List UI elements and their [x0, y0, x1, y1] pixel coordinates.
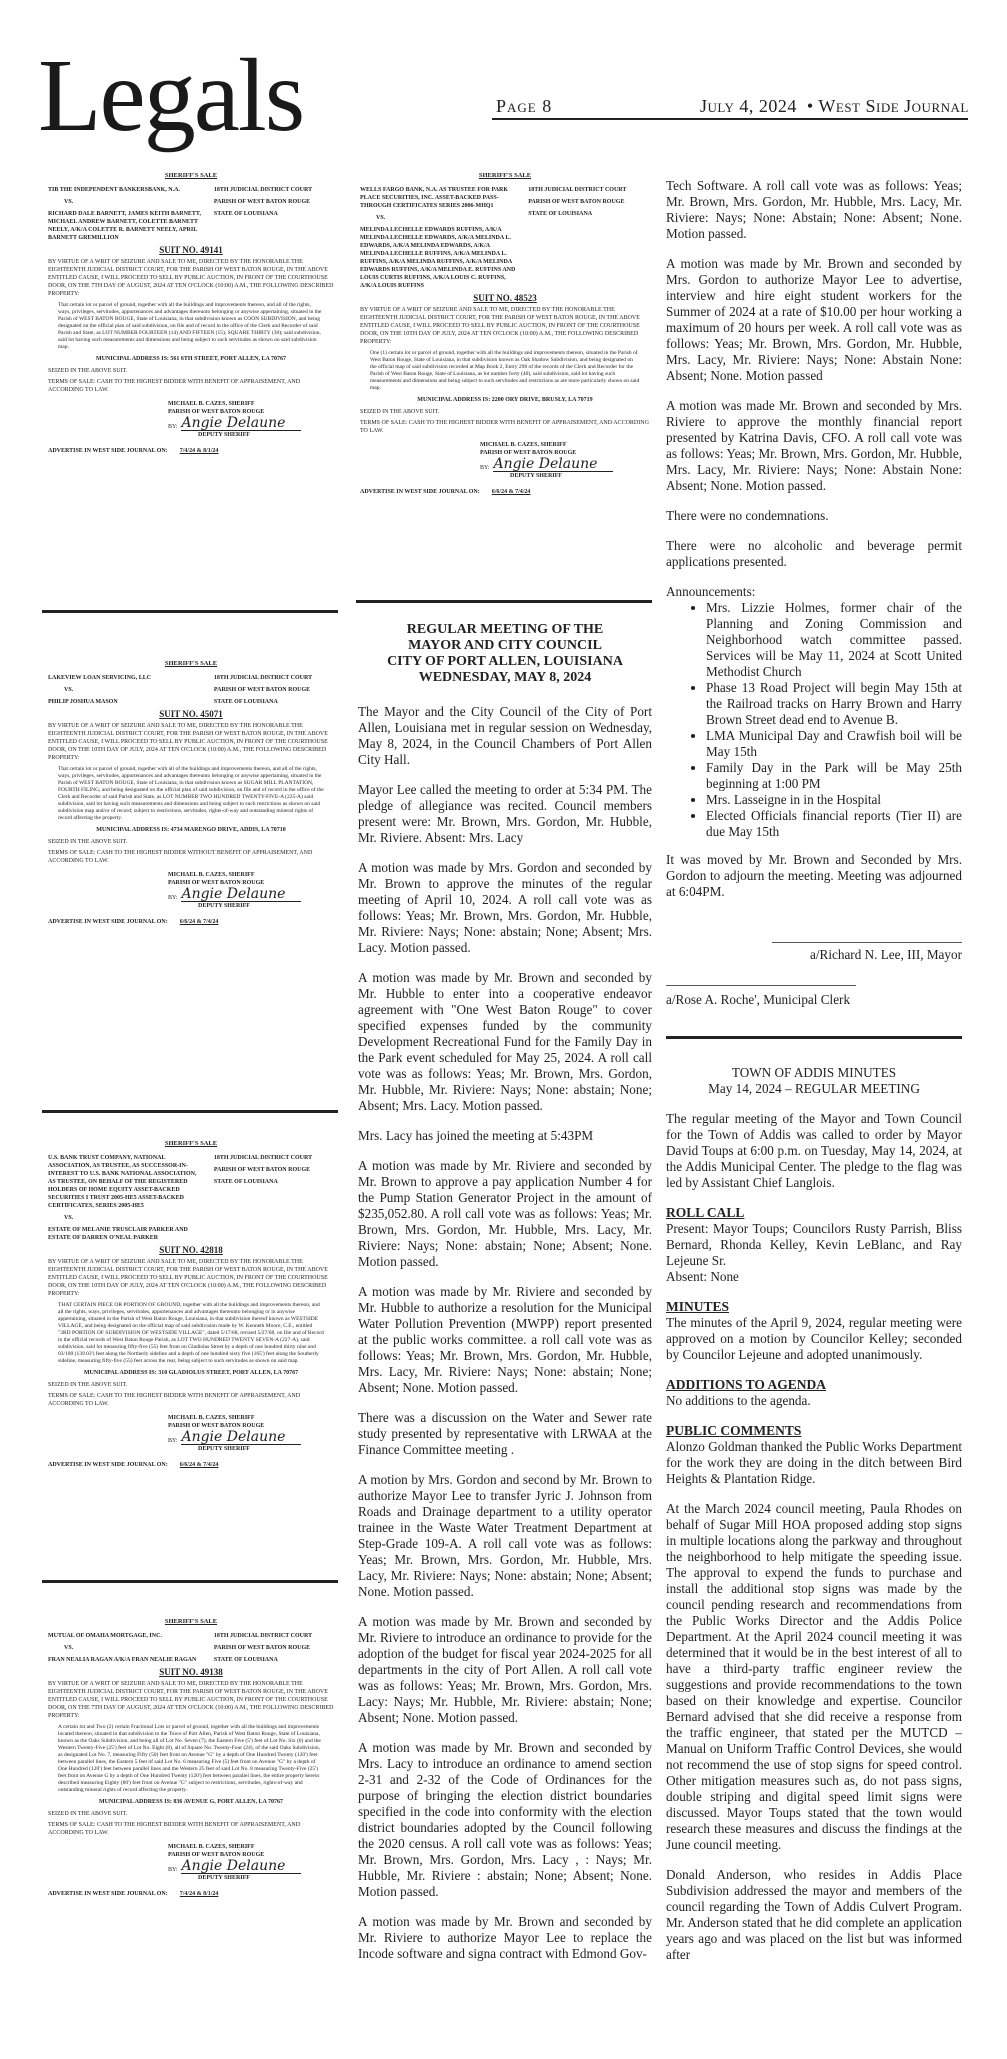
- public-comments-heading: PUBLIC COMMENTS: [666, 1423, 802, 1438]
- writ-text: BY VIRTUE OF A WRIT OF SEIZURE AND SALE TO ME, DIRECTED BY THE HONORABLE THE EIGHTEENTH JUDICIAL DISTRICT COURT, FOR THE PARISH OF WEST BATON ROUGE, IN THE ABOVE ENTITLED CAUSE, I WILL PROCEED TO SELL BY PUBLIC AUCTION, IN FRONT OF THE COURTHOUSE DOOR, ON THE 10TH DAY OF JULY, 2024 AT TEN O'CLOCK (10:00) A.M., THE FOLLOWING DESCRIBED PROPERTY:: [48, 1259, 328, 1297]
- state-name: STATE OF LOUISIANA: [213, 699, 278, 705]
- notice-header: SHERIFF'S SALE: [164, 1140, 218, 1147]
- announcement-item: • Elected Officials financial reports (Tier II) are due May 15th: [706, 808, 962, 840]
- notice-parties: [48, 186, 334, 242]
- by-label: BY:: [168, 1867, 178, 1873]
- issue-date: July 4, 2024: [700, 96, 797, 116]
- notice-header: SHERIFF'S SALE: [164, 172, 218, 179]
- court-name: 18TH JUDICIAL DISTRICT COURT: [213, 675, 313, 681]
- municipal-address: MUNICIPAL ADDRESS IS: 561 6TH STREET, PORT ALLEN, LA 70767: [96, 356, 286, 362]
- terms-of-sale: TERMS OF SALE: CASH TO THE HIGHEST BIDDER WITH BENEFIT OF APPRAISEMENT, AND ACCORDING TO LAW.: [48, 1393, 301, 1407]
- defendant: FRAN NEALIA RAGAN A/K/A FRAN NEALIE RAGAN: [48, 1657, 197, 1663]
- plaintiff: U.S. BANK TRUST COMPANY, NATIONAL ASSOCIATION, AS TRUSTEE, AS SUCCESSOR-IN-INTEREST TO U.S. BANK NATIONAL ASSOCIATION, AS TRUSTEE, ON BEHALF OF THE REGISTERED HOLDERS OF HOME EQUITY ASSET-BACKED SECURITIES I TRUST 2005-HE5 ASSET-BACKED CERTIFICATES, SERIES 2005-HE5: [48, 1155, 197, 1209]
- property-description: That certain lot or parcel of ground, together with all of the buildings and improvements thereon, and all of the rights, ways, privileges, servitudes, appurtenances and advantages thereunto belonging or anywise appertaining, situated in the Parish of WEST BATON ROUGE, State of Louisiana, in that subdivision known as SUGAR MILL PLANTATION, FOURTH FILING, and being designated on the official plan of said subdivision, on file and of record in the office of the Clerk and Recorder of said Parish and State, as LOT NUMBER TWO HUNDRED TWENTY-FIVE-A (225-A) said subdivision, said lot having such measurements and dimensions and being subject to such restrictions as shown on said subdivision map and/or of record; subject to restrictions, servitudes, rights-of-way and outstanding mineral rights of record affecting the property.: [58, 766, 324, 821]
- deputy-label: DEPUTY SHERIFF: [198, 1875, 250, 1881]
- public-comments-text: Alonzo Goldman thanked the Public Works Department for the work they are doing in the ditch between Bird Heights & Plantation Ridge.: [666, 1439, 962, 1486]
- municipal-address: MUNICIPAL ADDRESS IS: 836 AVENUE G, PORT ALLEN, LA 70767: [99, 1799, 283, 1805]
- vs-label: VS.: [64, 687, 74, 693]
- clerk-signature-block: [666, 985, 962, 1008]
- advertise-dates: 7/4/24 & 8/1/24: [179, 448, 219, 454]
- signature-line: [772, 942, 962, 943]
- mayor-signature: a/Richard N. Lee, III, Mayor: [810, 947, 962, 962]
- minutes-paragraph: A motion by Mrs. Gordon and second by Mr. Brown to authorize Mayor Lee to transfer Jyric J. Johnson from Roads and Drainage department to a utility operator trainee in the Waste Water Treatment Department at Step-Grade 109-A. A roll call vote was as follows: Yeas; Mr. Brown, Mrs. Gordon, Mr. Hubble, Mrs. Lacy, Mr. Riviere: Nays; None: abstain; None; Absent; None. Motion passed.: [358, 1472, 652, 1599]
- sheriff-parish: PARISH OF WEST BATON ROUGE: [168, 1852, 265, 1858]
- sheriff-sale-notice: [48, 660, 334, 926]
- writ-text: BY VIRTUE OF A WRIT OF SEIZURE AND SALE TO ME, DIRECTED BY THE HONORABLE THE EIGHTEENTH JUDICIAL DISTRICT COURT, FOR THE PARISH OF WEST BATON ROUGE, IN THE ABOVE ENTITLED CAUSE, I WILL PROCEED TO SELL BY PUBLIC AUCTION, IN FRONT OF THE COURTHOUSE DOOR, ON THE 7TH DAY OF AUGUST, 2024 AT TEN O'CLOCK (10:00) A.M., THE FOLLOWING DESCRIBED PROPERTY:: [48, 259, 334, 297]
- absent-text: Absent: None: [666, 1269, 739, 1284]
- court-name: 18TH JUDICIAL DISTRICT COURT: [213, 187, 313, 193]
- minutes-paragraph: Mrs. Lacy has joined the meeting at 5:43PM: [358, 1128, 594, 1143]
- advertise-line: [48, 1890, 334, 1898]
- municipal-address: MUNICIPAL ADDRESS IS: 4734 MARENGO DRIVE, ADDIS, LA 70710: [96, 827, 286, 833]
- state-name: STATE OF LOUISIANA: [213, 211, 278, 217]
- sheriff-name: MICHAEL B. CAZES, SHERIFF: [168, 872, 255, 878]
- sheriff-parish: PARISH OF WEST BATON ROUGE: [480, 450, 577, 456]
- property-description: THAT CERTAIN PIECE OR PORTION OF GROUND, together with all the buildings and improvements thereon, and all the rights, ways, privileges, servitudes, appurtenances and advantages thereunto belonging or in anywise appertaining, situated in the Parish of West Baton Rouge, Louisiana, in that subdivision thereof known as WESTSIDE VILLAGE, and being designated on the official map of said subdivision made by W. Kenneth Moore, C.E., entitled "3RD PORTION OF SUBDIVISION OF WESTSIDE VILLAGE", dated 5/17/68, revised 5/27/68, on file and of Record in the official records of West Baton Rouge Parish, as LOT TWO HUNDRED TWENTY SEVEN-A (227-A), said subdivision, said lot measuring fifty-five (55) feet front on Gladiolas Street by a depth of one hundred thirty nine and 03/100 (139.03') feet along the Northerly sideline and a depth of one hundred sixty five (165') feet along the Southerly sideline, measuring fifty-five (55) feet across the rear, being subject to such servitudes as shown on said map.: [58, 1302, 324, 1364]
- handwritten-signature: Angie Delaune: [181, 887, 301, 902]
- mayor-signature-block: [666, 942, 962, 963]
- municipal-address: MUNICIPAL ADDRESS IS: 2200 ORY DRIVE, BRUSLY, LA 70719: [417, 397, 593, 403]
- notice-parties: [48, 1154, 334, 1242]
- port-allen-minutes-continued: [666, 178, 962, 1977]
- masthead-title: Legals: [38, 38, 304, 153]
- heading-line: REGULAR MEETING OF THE: [406, 622, 604, 637]
- deputy-label: DEPUTY SHERIFF: [510, 473, 562, 479]
- minutes-heading: MINUTES: [666, 1299, 730, 1314]
- minutes-paragraph: A motion was made by Mr. Brown and seconded by Mr. Riviere to introduce an ordinance to provide for the adoption of the budget for fiscal year 2024-2025 for all departments in the city of Port Allen. A roll call vote was as follows: Yeas; Mr. Brown, Mrs. Gordon, Mrs. Lacy: Nays; Mr. Hubble, Mr. Riviere: abstain; None; Absent; None. Motion passed.: [358, 1614, 652, 1725]
- by-label: BY:: [168, 1438, 178, 1444]
- parties-right: [214, 186, 334, 242]
- advertise-label: ADVERTISE IN WEST SIDE JOURNAL ON:: [48, 448, 168, 454]
- advertise-line: [48, 447, 334, 455]
- suit-number: SUIT NO. 48523: [473, 293, 537, 303]
- advertise-dates: 6/6/24 & 7/4/24: [179, 919, 219, 925]
- deputy-label: DEPUTY SHERIFF: [198, 432, 250, 438]
- advertise-label: ADVERTISE IN WEST SIDE JOURNAL ON:: [360, 489, 480, 495]
- parties-left: [48, 1632, 205, 1664]
- roll-call-text: Present: Mayor Toups; Councilors Rusty Parrish, Bliss Bernard, Rhonda Kelley, Kevin LeBlanc, and Ray Lejeune Sr.: [666, 1221, 962, 1268]
- agenda-heading: ADDITIONS TO AGENDA: [666, 1377, 827, 1392]
- deputy-label: DEPUTY SHERIFF: [198, 1446, 250, 1452]
- vs-label: VS.: [376, 215, 386, 221]
- roll-call-heading: ROLL CALL: [666, 1205, 745, 1220]
- announcement-item: • Mrs. Lasseigne in in the Hospital: [706, 792, 962, 808]
- heading-line: MAYOR AND CITY COUNCIL: [408, 638, 602, 653]
- suit-number: SUIT NO. 49141: [159, 245, 223, 255]
- signature-line: [666, 985, 856, 986]
- vs-label: VS.: [64, 199, 74, 205]
- page-number: Page 8: [496, 96, 553, 116]
- minutes-paragraph: Tech Software. A roll call vote was as follows: Yeas; Mr. Brown, Mrs. Gordon, Mr. Hubble, Mrs. Lacy, Mr. Riviere: Nays; None: Abstain; None: Absent; None. Motion passed.: [666, 178, 962, 241]
- masthead-rule: [492, 118, 968, 120]
- property-description: One (1) certain lot or parcel of ground, together with all the buildings and improvements thereon, situated in the Parish of West Baton Rouge, State of Louisiana, in that subdivision known as Oak Shadow Subdivision, and being designated on the official map of said subdivision recorded at Map Book 2, Entry 298 of the records of the Clerk and Recorder for the Parish of West Baton Rouge, State of Louisiana, as lot number forty (40), said subdivision, said lot having such measurements and dimensions and being subject to such servitudes and restrictions as are more particularly shown on said map.: [370, 350, 640, 391]
- suit-number: SUIT NO. 49138: [159, 1667, 223, 1677]
- suit-number: SUIT NO. 42818: [159, 1245, 223, 1255]
- by-label: BY:: [480, 465, 490, 471]
- notice-header: SHERIFF'S SALE: [478, 172, 532, 179]
- minutes-paragraph: There were no condemnations.: [666, 508, 829, 523]
- handwritten-signature: Angie Delaune: [181, 416, 301, 431]
- paper-name: • West Side Journal: [806, 96, 969, 116]
- defendant: PHILIP JOSHUA MASON: [48, 699, 118, 705]
- parties-left: [360, 186, 520, 290]
- advertise-line: [48, 918, 334, 926]
- state-name: STATE OF LOUISIANA: [213, 1657, 278, 1663]
- notice-parties: [48, 1632, 334, 1664]
- minutes-paragraph: There was a discussion on the Water and Sewer rate study presented by representative with LRWAA at the Finance Committee meeting .: [358, 1410, 652, 1457]
- announcements-list: [666, 600, 962, 840]
- parish-name: PARISH OF WEST BATON ROUGE: [213, 199, 311, 205]
- handwritten-signature: Angie Delaune: [181, 1430, 301, 1445]
- plaintiff: WELLS FARGO BANK, N.A. AS TRUSTEE FOR PARK PLACE SECURITIES, INC. ASSET-BACKED PASS-THROUGH CERTIFICATES SERIES 2006-MHQ1: [360, 187, 509, 209]
- minutes-paragraph: The Mayor and the City Council of the City of Port Allen, Louisiana met in regular session on Wednesday, May 8, 2024, in the Council Chambers of Port Allen City Hall.: [358, 704, 652, 767]
- court-name: 18TH JUDICIAL DISTRICT COURT: [213, 1155, 313, 1161]
- seized-text: SEIZED IN THE ABOVE SUIT.: [48, 1382, 128, 1388]
- minutes-paragraph: A motion was made by Mr. Brown and seconded by Mr. Hubble to enter into a cooperative endeavor agreement with "One West Baton Rouge" to cover specified expenses funded by the community Development Recreational Fund for the Family Day in the Park event scheduled for May 25, 2024. A roll call vote was as follows: Yeas; Mr. Brown, Mrs. Gordon, Mr. Hubble, Mr. Riviere: Nays; None: abstain; None; Absent; Mrs. Lacy. Motion passed.: [358, 970, 652, 1113]
- heading-line: TOWN OF ADDIS MINUTES: [731, 1065, 897, 1080]
- parties-left: [48, 1154, 205, 1242]
- notice-parties: [48, 674, 334, 706]
- addis-heading: [666, 1065, 962, 1097]
- parish-name: PARISH OF WEST BATON ROUGE: [213, 1645, 311, 1651]
- sheriff-sale-notice: [360, 172, 650, 496]
- signature-line: [168, 887, 334, 902]
- signature-line: [168, 1430, 334, 1445]
- parish-name: PARISH OF WEST BATON ROUGE: [528, 199, 625, 205]
- advertise-label: ADVERTISE IN WEST SIDE JOURNAL ON:: [48, 1891, 168, 1897]
- agenda-text: No additions to the agenda.: [666, 1393, 811, 1408]
- property-description: That certain lot or parcel of ground, together with all the buildings and improvements thereon, and all of the rights, ways, privileges, servitudes, appurtenances and advantages thereunto belonging or anywise appertaining, situated in the Parish of WEST BATON ROUGE, State of Louisiana, in that subdivision known as COON SUBDIVISION, and being designated on the official plan of said subdivision, on file and of record in the office of the Clerk and Recorder of said Parish and State, as LOT NUMBER FOURTEEN (14) AND FIFTEEN (15), SQUARE THIRTY (30); said subdivision, said lot having such measurements and dimensions and being subject to such servitudes as shown on said subdivision map.: [58, 302, 322, 350]
- state-name: STATE OF LOUISIANA: [528, 211, 593, 217]
- writ-text: BY VIRTUE OF A WRIT OF SEIZURE AND SALE TO ME, DIRECTED BY THE HONORABLE THE EIGHTEENTH JUDICIAL DISTRICT COURT, FOR THE PARISH OF WEST BATON ROUGE, IN THE ABOVE ENTITLED CAUSE, I WILL PROCEED TO SELL BY PUBLIC AUCTION, IN FRONT OF THE COURTHOUSE DOOR, ON THE 7TH DAY OF AUGUST, 2024 AT TEN O'CLOCK (10:00) A.M., THE FOLLOWING DESCRIBED PROPERTY:: [48, 1681, 334, 1719]
- announcement-item: • Mrs. Lizzie Holmes, former chair of the Planning and Zoning Commission and Neighborhood watch committee passed. Services will be May 11, 2024 at Scott United Methodist Church: [706, 600, 962, 680]
- deputy-label: DEPUTY SHERIFF: [198, 903, 250, 909]
- section-divider: [42, 610, 338, 613]
- minutes-paragraph: There were no alcoholic and beverage permit applications presented.: [666, 538, 962, 569]
- writ-text: BY VIRTUE OF A WRIT OF SEIZURE AND SALE TO ME, DIRECTED BY THE HONORABLE THE EIGHTEENTH JUDICIAL DISTRICT COURT, FOR THE PARISH OF WEST BATON ROUGE, IN THE ABOVE ENTITLED CAUSE, I WILL PROCEED TO SELL BY PUBLIC AUCTION, IN FRONT OF THE COURTHOUSE DOOR, ON THE 10TH DAY OF JULY, 2024 AT TEN O'CLOCK (10:00) A.M., THE FOLLOWING DESCRIBED PROPERTY:: [360, 307, 640, 345]
- meeting-heading: [358, 622, 652, 686]
- sheriff-parish: PARISH OF WEST BATON ROUGE: [168, 1423, 265, 1429]
- sheriff-sale-notice: [48, 172, 334, 455]
- terms-of-sale: TERMS OF SALE: CASH TO THE HIGHEST BIDDER WITH BENEFIT OF APPRAISEMENT, AND ACCORDING TO LAW.: [48, 379, 301, 393]
- addis-intro: The regular meeting of the Mayor and Town Council for the Town of Addis was called to order by Mayor David Toups at 6:00 p.m. on Tuesday, May 14, 2024, at the Addis Municipal Center. The pledge to the flag was led by Assistant Chief Langlois.: [666, 1111, 962, 1190]
- defendant: MELINDA LECHELLE EDWARDS RUFFINS, A/K/A MELINDA LECHELLE EDWARDS, A/K/A MELINDA L. EDWARDS, A/K/A MELINDA EDWARDS, A/K/A MELINDA LECHELLE RUFFINS, A/K/A MELINDA L. RUFFINS, A/K/A MELINDA RUFFINS, A/K/A MELINDA EDWARDS RUFFINS, A/K/A MELINDA E. RUFFINS AND LOUIS CURTIS RUFFINS, A/K/A LOUIS C. RUFFINS, A/K/A LOUIS RUFFINS: [360, 227, 516, 289]
- announcement-item: • Family Day in the Park will be May 25th beginning at 1:00 PM: [706, 760, 962, 792]
- suit-number: SUIT NO. 45071: [159, 709, 223, 719]
- parties-right: [214, 1632, 334, 1664]
- vs-label: VS.: [64, 1645, 74, 1651]
- advertise-dates: 6/6/24 & 7/4/24: [491, 489, 531, 495]
- minutes-paragraph: A motion was made by Mr. Riviere and seconded by Mr. Hubble to authorize a resolution for the Municipal Water Pollution Prevention (MWPP) report presented at the public works committee. a roll call vote was as follows: Yeas; Mr. Brown, Mrs. Gordon, Mr. Hubble, Mrs. Lacy, Mr. Riviere: Nays; None: abstain; None; Absent; None. Motion passed.: [358, 1284, 652, 1395]
- seized-text: SEIZED IN THE ABOVE SUIT.: [48, 368, 128, 374]
- adjourn-paragraph: It was moved by Mr. Brown and Seconded by Mrs. Gordon to adjourn the meeting. Meeting was adjourned at 6:04PM.: [666, 852, 962, 899]
- public-comments-text: At the March 2024 council meeting, Paula Rhodes on behalf of Sugar Mill HOA proposed adding stop signs in multiple locations along the parkway and throughout the neighborhood to help mitigate the speeding issue. The approval to expend the funds to purchase and install the additional stop signs was made by the council pending research and recommendations from the Public Works Director and the Addis Police Department. At the April 2024 council meeting it was determined that it would be in the best interest of all to have a third-party traffic engineer review the suggestions and provide recommendations to the town based on their knowledge and expertise. Councilor Bernard advised that she did receive a response from the traffic engineer, that stated per the MUTCD – Manual on Uniform Traffic Control Devices, she would not recommend the use of stop signs for speed control. Other mitigation measures such as, do not pass signs, double striping and digital speed limit signs were discussed. Mayor Toups stated that the town would research these measures and discuss the findings at the June council meeting.: [666, 1501, 962, 1852]
- advertise-label: ADVERTISE IN WEST SIDE JOURNAL ON:: [48, 919, 168, 925]
- signature-line: [480, 457, 650, 472]
- advertise-dates: 7/4/24 & 8/1/24: [179, 1891, 219, 1897]
- minutes-paragraph: A motion was made Mr. Brown and seconded by Mrs. Riviere to approve the monthly financial report presented by Katrina Davis, CFO. A roll call vote was as follows: Yeas; Mr. Brown, Mrs. Gordon, Mr. Hubble, Mrs. Lacy, Mr. Riviere: Nays; None: Abstain None: Absent; None. Motion passed.: [666, 398, 962, 493]
- terms-of-sale: TERMS OF SALE: CASH TO THE HIGHEST BIDDER WITH BENEFIT OF APPRAISEMENT, AND ACCORDING TO LAW.: [360, 420, 649, 434]
- municipal-address: MUNICIPAL ADDRESS IS: 310 GLADIOLUS STREET, PORT ALLEN, LA 70767: [83, 1370, 299, 1376]
- signature-line: [168, 416, 334, 431]
- parties-right: [528, 186, 650, 290]
- court-name: 18TH JUDICIAL DISTRICT COURT: [213, 1633, 313, 1639]
- advertise-line: [360, 488, 650, 496]
- announcement-item: • Phase 13 Road Project will begin May 15th at the Railroad tracks on Harry Brown and Harry Brown Street dead end to Avenue B.: [706, 680, 962, 728]
- signature-line: [168, 1859, 334, 1874]
- sheriff-name: MICHAEL B. CAZES, SHERIFF: [168, 401, 255, 407]
- writ-text: BY VIRTUE OF A WRIT OF SEIZURE AND SALE TO ME, DIRECTED BY THE HONORABLE THE EIGHTEENTH JUDICIAL DISTRICT COURT, FOR THE PARISH OF WEST BATON ROUGE, IN THE ABOVE ENTITLED CAUSE, I WILL PROCEED TO SELL BY PUBLIC AUCTION, IN FRONT OF THE COURTHOUSE DOOR, ON THE 10TH DAY OF JULY, 2024 AT TEN O'CLOCK (10:00) A.M., THE FOLLOWING DESCRIBED PROPERTY:: [48, 723, 328, 761]
- minutes-paragraph: A motion was made by Mr. Brown and seconded by Mr. Riviere to authorize Mayor Lee to replace the Incode software and signa contract with Edmond Gov-: [358, 1914, 652, 1961]
- heading-line: May 14, 2024 – REGULAR MEETING: [708, 1081, 920, 1096]
- plaintiff: MUTUAL OF OMAHA MORTGAGE, INC.: [48, 1633, 162, 1639]
- advertise-label: ADVERTISE IN WEST SIDE JOURNAL ON:: [48, 1462, 168, 1468]
- section-divider: [42, 1580, 338, 1583]
- handwritten-signature: Angie Delaune: [181, 1859, 301, 1874]
- parties-right: [214, 1154, 334, 1242]
- advertise-dates: 6/6/24 & 7/4/24: [179, 1462, 219, 1468]
- state-name: STATE OF LOUISIANA: [213, 1179, 278, 1185]
- minutes-paragraph: A motion was made by Mr. Brown and seconded by Mrs. Lacy to introduce an ordinance to amend section 2-31 and 2-32 of the Code of Ordinances for the purpose of bringing the election district boundaries specified in the code into conformity with the election district boundaries adopted by the Council following the 2020 census. A roll call vote was as follows: Yeas; Mr. Brown, Mrs. Gordon, Mrs. Lacy , : Nays; Mr. Hubble, Mr. Riviere : abstain; None; Absent; None. Motion passed.: [358, 1740, 652, 1899]
- section-divider: [42, 1110, 338, 1113]
- parish-name: PARISH OF WEST BATON ROUGE: [213, 1167, 311, 1173]
- sheriff-name: MICHAEL B. CAZES, SHERIFF: [480, 442, 567, 448]
- parties-left: [48, 186, 205, 242]
- section-divider: [666, 1036, 962, 1039]
- court-name: 18TH JUDICIAL DISTRICT COURT: [528, 187, 627, 193]
- parties-right: [214, 674, 334, 706]
- sheriff-sale-notice: [48, 1618, 334, 1898]
- minutes-paragraph: A motion was made by Mr. Riviere and seconded by Mr. Brown to approve a pay application Number 4 for the Pump Station Generator Project in the amount of $235,052.80. A roll call vote was as follows: Yeas; Mr. Brown, Mrs. Gordon, Mr. Hubble, Mrs. Lacy, Mr. Riviere: Nays; None: abstain; None; Absent; None. Motion passed.: [358, 1158, 652, 1269]
- defendant: ESTATE OF MELANIE TRUSCLAIR PARKER AND ESTATE OF DARREN O'NEAL PARKER: [48, 1227, 188, 1241]
- announcement-item: • LMA Municipal Day and Crawfish boil will be May 15th: [706, 728, 962, 760]
- parish-name: PARISH OF WEST BATON ROUGE: [213, 687, 311, 693]
- heading-line: CITY OF PORT ALLEN, LOUISIANA: [387, 654, 623, 669]
- announcements-label: Announcements:: [666, 584, 756, 599]
- advertise-line: [48, 1461, 334, 1469]
- clerk-signature: a/Rose A. Roche', Municipal Clerk: [666, 992, 851, 1007]
- seized-text: SEIZED IN THE ABOVE SUIT.: [48, 1811, 128, 1817]
- issue-date-line: [700, 96, 969, 117]
- sheriff-name: MICHAEL B. CAZES, SHERIFF: [168, 1415, 255, 1421]
- plaintiff: LAKEVIEW LOAN SERVICING, LLC: [48, 675, 152, 681]
- notice-header: SHERIFF'S SALE: [164, 1618, 218, 1625]
- parties-left: [48, 674, 205, 706]
- notice-parties: [360, 186, 650, 290]
- port-allen-minutes: [358, 622, 652, 1976]
- minutes-paragraph: A motion was made by Mrs. Gordon and seconded by Mr. Brown to approve the minutes of the regular meeting of April 10, 2024. A roll call vote was as follows: Yeas; Mr. Brown, Mrs. Gordon, Mr. Hubble, Mr. Riviere: Nays; None: abstain; None; Absent; Mrs. Lacy. Motion passed.: [358, 860, 652, 955]
- heading-line: WEDNESDAY, MAY 8, 2024: [418, 670, 592, 685]
- sheriff-parish: PARISH OF WEST BATON ROUGE: [168, 880, 265, 886]
- seized-text: SEIZED IN THE ABOVE SUIT.: [48, 839, 128, 845]
- by-label: BY:: [168, 424, 178, 430]
- minutes-text: The minutes of the April 9, 2024, regular meeting were approved on a motion by Councilor Kelley; seconded by Councilor Lejeune and adopted unanimously.: [666, 1315, 962, 1362]
- seized-text: SEIZED IN THE ABOVE SUIT.: [360, 409, 440, 415]
- sheriff-sale-notice: [48, 1140, 334, 1469]
- sheriff-name: MICHAEL B. CAZES, SHERIFF: [168, 1844, 255, 1850]
- defendant: RICHARD DALE BARNETT, JAMES KEITH BARNETT, MICHAEL ANDREW BARNETT, COLETTE BARNETT NEELY, A/K/A COLETTE R. BARNETT NEELY, APRIL BARNETT GREMILLION: [48, 211, 201, 241]
- minutes-paragraph: A motion was made by Mr. Brown and seconded by Mrs. Gordon to authorize Mayor Lee to advertise, interview and hire eight student workers for the Summer of 2024 at a rate of $10.00 per hour working a maximum of 20 hours per week. A roll call vote was as follows: Yeas; Mr. Brown, Mrs. Gordon, Mr. Hubble, Mrs. Lacy, Mr. Riviere: Nays; None: Abstain None: Absent; None. Motion passed: [666, 256, 962, 383]
- terms-of-sale: TERMS OF SALE: CASH TO THE HIGHEST BIDDER WITHOUT BENEFIT OF APPRAISEMENT, AND ACCORDING TO LAW.: [48, 850, 313, 864]
- notice-header: SHERIFF'S SALE: [164, 660, 218, 667]
- minutes-paragraph: Mayor Lee called the meeting to order at 5:34 PM. The pledge of allegiance was recited. Council members present were: Mr. Brown, Mrs. Gordon, Mr. Hubble, Mr. Riviere. Absent: Mrs. Lacy: [358, 782, 652, 845]
- handwritten-signature: Angie Delaune: [493, 457, 613, 472]
- section-divider: [356, 600, 652, 603]
- property-description: A certain lot and Two (2) certain Fractional Lots or parcel of ground, together with all the buildings and improvements located thereon, situated in that subdivision to the Town of Port Allen, Parish of West Baton Rouge, State of Louisiana, known as the Oaks Subdivision, and being all of Lot No. Seven (7), the Eastern Five (5') feet of Lot No. Six (6) and the Western Twenty-Five (25') feet of Lot No. Eight (8), all of Square No. Twenty-Four (24), of the said Oaks Subdivision, as designated Lot No. 7, measuring Fifty (50) feet front on Avenue "G" by a depth of One Hundred Twenty (120') feet between parallel lines, the Eastern 5 feet of said Lot No. 6 measuring Five (5) feet front on Avenue "G" by a depth of One Hundred (120') feet between parallel lines and the Western 25 feet of said Lot No. 8 measuring Twenty-Five (25') feet front on Avenue G by a depth of One Hundred Twenty (120') feet between parallel lines, the entire property herein described measuring Eighty (80') feet front on Avenue "G" subject to restrictions, servitudes, rights-of-way and outstanding mineral rights of record affecting the property.: [58, 1724, 321, 1793]
- vs-label: VS.: [64, 1215, 74, 1221]
- terms-of-sale: TERMS OF SALE: CASH TO THE HIGHEST BIDDER WITH BENEFIT OF APPRAISEMENT, AND ACCORDING TO LAW.: [48, 1822, 301, 1836]
- by-label: BY:: [168, 895, 178, 901]
- public-comments-text: Donald Anderson, who resides in Addis Place Subdivision addressed the mayor and members of the council regarding the Town of Addis Culvert Program. Mr. Anderson stated that he did complete an application years ago and was placed on the list but was informed after: [666, 1867, 962, 1962]
- sheriff-parish: PARISH OF WEST BATON ROUGE: [168, 409, 265, 415]
- plaintiff: TIB THE INDEPENDENT BANKERSBANK, N.A.: [48, 187, 180, 193]
